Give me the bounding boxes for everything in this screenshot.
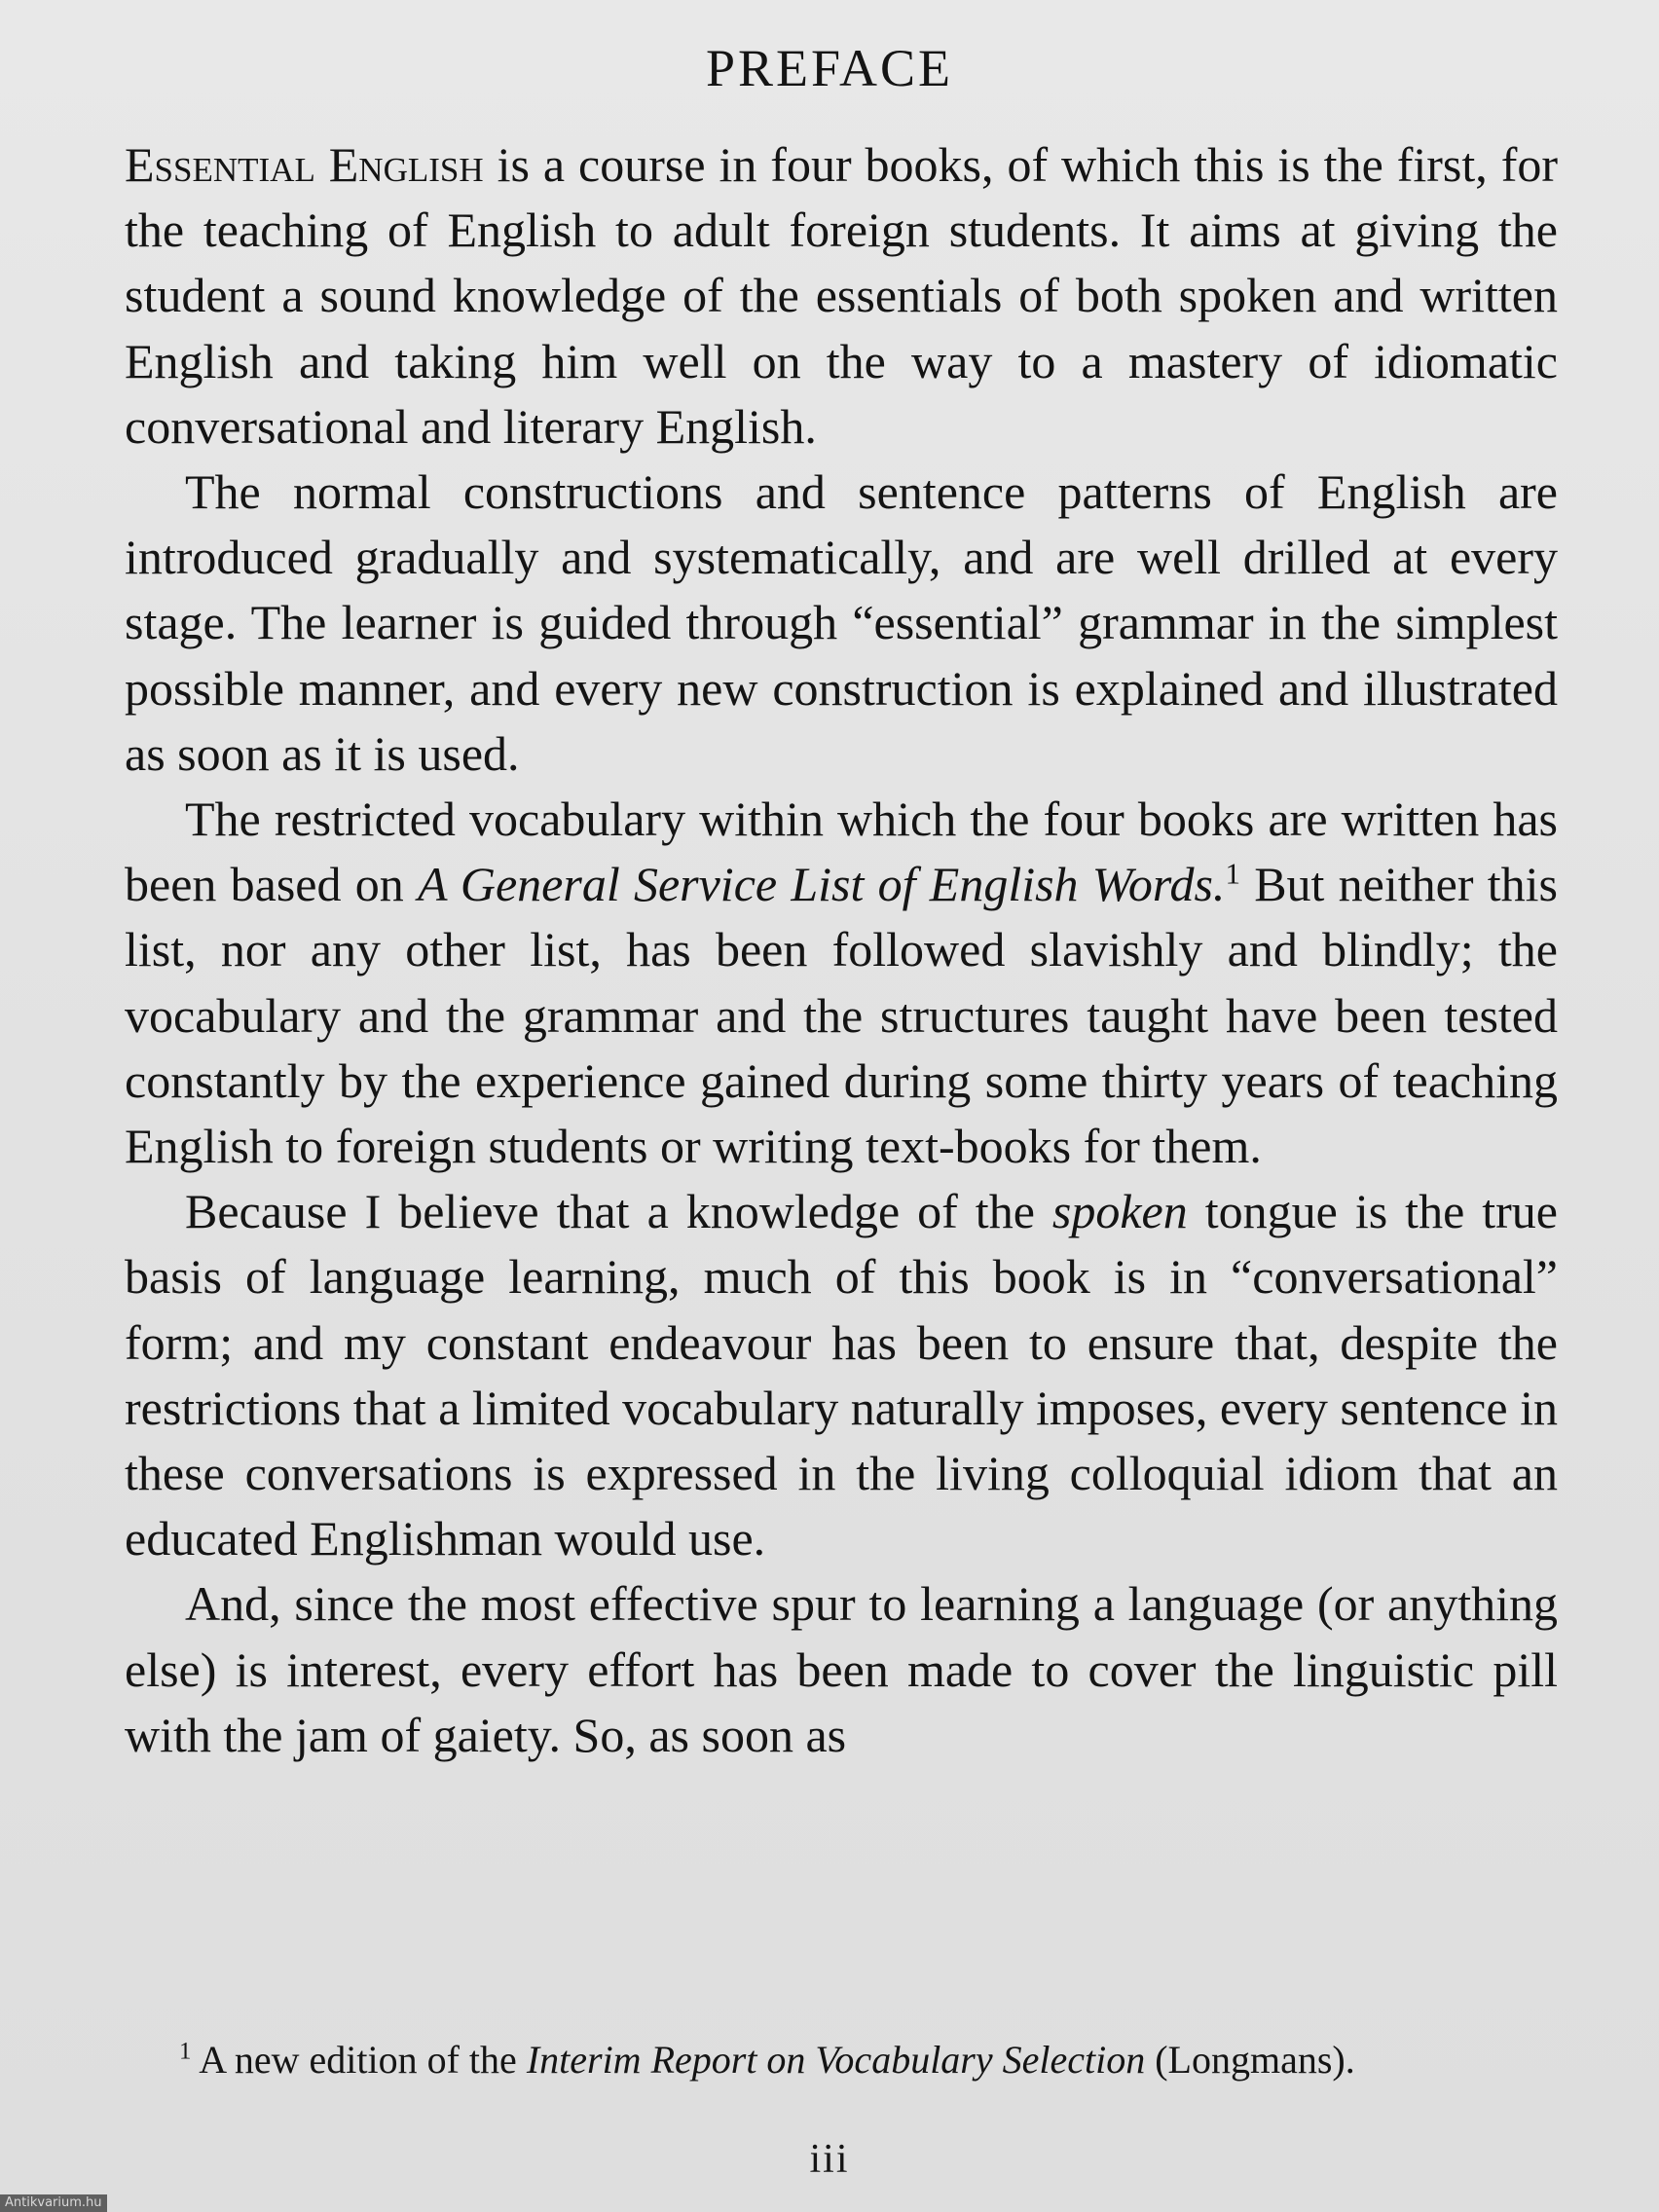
paragraph-4-text-after: tongue is the true basis of language learning, much of this book is in “conversational” form; and my constant endeavour has been to ensure that, despite the restrictions that a limited vocabulary naturally imposes, every sentence in these conversations is expressed in the living colloquial idiom that an educated Englishman would use. [125,1184,1558,1567]
footnote-text-after: (Longmans). [1145,2038,1355,2082]
footnote-text-before: A new edition of the [191,2038,527,2082]
paragraph-3 [125,787,1558,1179]
book-title-small-caps: Essential English [125,137,484,192]
footnote-marker: 1 [179,2038,192,2065]
paragraph-2-text: The normal constructions and sentence patterns of English are introduced gradually and systematically, and are well drilled at every stage. The learner is guided through “essential” grammar in the simplest possible manner, and every new construction is explained and illustrated as soon as it is used. [125,464,1558,781]
footnote-reference: 1 [1225,856,1240,891]
cited-work-title: A General Service List of English Words. [417,857,1226,912]
paragraph-2 [125,460,1558,787]
watermark: Antikvarium.hu [0,2194,107,2212]
paragraph-1-text: is a course in four books, of which this is the first, for the teaching of English to adult foreign students. It aims at giving the student a sound knowledge of the essentials of both spoken and written English and taking him well on the way to a mastery of idiomatic conversational and literary English. [125,137,1559,454]
paragraph-4-text-before: Because I believe that a knowledge of the [185,1184,1052,1239]
paragraph-3-text-before: The restricted vocabulary within which the four books are written has been based on [125,792,1558,912]
paragraph-1 [125,132,1558,460]
paragraph-4 [125,1179,1558,1571]
page-title: PREFACE [705,39,954,97]
preface-body [125,132,1558,1768]
paragraph-5 [125,1571,1558,1768]
emphasis-word: spoken [1051,1184,1188,1239]
paragraph-3-text-after: But neither this list, nor any other list, has been followed slavishly and blindly; the vocabulary and the grammar and the structures taught have been tested constantly by the experience gained during some thirty years of teaching English to foreign students or writing text-books for them. [125,857,1558,1174]
footnote [125,2037,1558,2083]
footnote-cited-title: Interim Report on Vocabulary Selection [526,2038,1146,2082]
paragraph-5-text: And, since the most effective spur to learning a language (or anything else) is interest, every effort has been made to cover the linguistic pill with the jam of gaiety. So, as soon as [125,1576,1558,1762]
page-number: iii [809,2137,850,2182]
